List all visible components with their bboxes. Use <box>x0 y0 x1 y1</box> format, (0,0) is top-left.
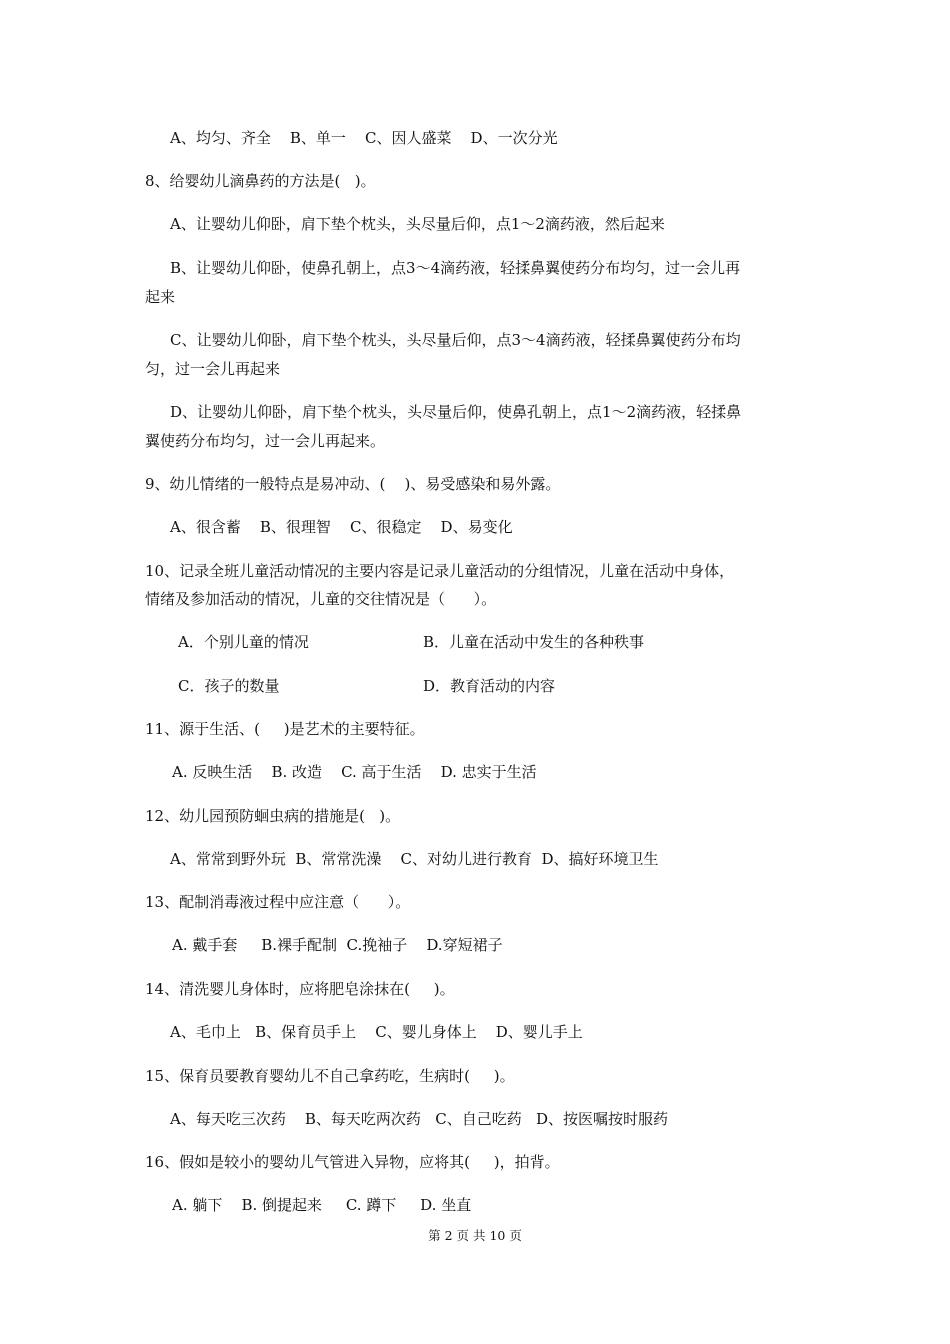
q8-option-a: A、让婴幼儿仰卧，肩下垫个枕头，头尽量后仰，点1～2滴药液，然后起来 <box>170 215 665 233</box>
q10-question-line1: 10、记录全班儿童活动情况的主要内容是记录儿童活动的分组情况，儿童在活动中身体， <box>145 562 735 580</box>
q13-question: 13、配制消毒液过程中应注意（ ）。 <box>145 893 411 911</box>
page-footer: 第 2 页 共 10 页 <box>428 1228 522 1243</box>
q10-question-line2: 情绪及参加活动的情况，儿童的交往情况是（ ）。 <box>145 590 497 608</box>
q11-options: A. 反映生活 B. 改造 C. 高于生活 D. 忠实于生活 <box>172 763 537 781</box>
q16-question: 16、假如是较小的婴幼儿气管进入异物，应将其( )，拍背。 <box>145 1153 560 1171</box>
q8-option-b-line1: B、让婴幼儿仰卧，使鼻孔朝上，点3～4滴药液，轻揉鼻翼使药分布均匀，过一会儿再 <box>170 259 741 277</box>
q14-question: 14、清洗婴儿身体时，应将肥皂涂抹在( )。 <box>145 980 455 998</box>
q8-option-d-line1: D、让婴幼儿仰卧，肩下垫个枕头，头尽量后仰，使鼻孔朝上，点1～2滴药液，轻揉鼻 <box>170 403 742 421</box>
q12-options: A、常常到野外玩 B、常常洗澡 C、对幼儿进行教育 D、搞好环境卫生 <box>170 850 659 868</box>
q9-question: 9、幼儿情绪的一般特点是易冲动、( )、易受感染和易外露。 <box>145 475 561 493</box>
q8-option-c-line2: 匀，过一会儿再起来 <box>145 360 281 378</box>
q8-option-c-line1: C、让婴幼儿仰卧，肩下垫个枕头，头尽量后仰，点3～4滴药液，轻揉鼻翼使药分布均 <box>170 331 741 349</box>
q7-options: A、均匀、齐全 B、单一 C、因人盛菜 D、一次分光 <box>170 129 558 147</box>
q14-options: A、毛巾上 B、保育员手上 C、婴儿身体上 D、婴儿手上 <box>170 1023 583 1041</box>
q15-question: 15、保育员要教育婴幼儿不自己拿药吃，生病时( )。 <box>145 1067 515 1085</box>
q12-question: 12、幼儿园预防蛔虫病的措施是( )。 <box>145 807 401 825</box>
q15-options: A、每天吃三次药 B、每天吃两次药 C、自己吃药 D、按医嘱按时服药 <box>170 1110 669 1128</box>
q13-options: A. 戴手套 B.裸手配制 C.挽袖子 D.穿短裙子 <box>172 936 503 954</box>
q16-options: A. 躺下 B. 倒提起来 C. 蹲下 D. 坐直 <box>172 1196 472 1214</box>
q10-option-b: B．儿童在活动中发生的各种秩事 <box>423 633 645 651</box>
q10-option-a: A．个别儿童的情况 <box>178 633 309 651</box>
q8-option-b-line2: 起来 <box>145 288 176 306</box>
q9-options: A、很含蓄 B、很理智 C、很稳定 D、易变化 <box>170 518 513 536</box>
q10-option-c: C．孩子的数量 <box>178 677 280 695</box>
q8-option-d-line2: 翼使药分布均匀，过一会儿再起来。 <box>145 432 386 450</box>
q11-question: 11、源于生活、( )是艺术的主要特征。 <box>145 720 425 738</box>
q8-question: 8、给婴幼儿滴鼻药的方法是( )。 <box>145 172 376 190</box>
q10-option-d: D．教育活动的内容 <box>423 677 556 695</box>
